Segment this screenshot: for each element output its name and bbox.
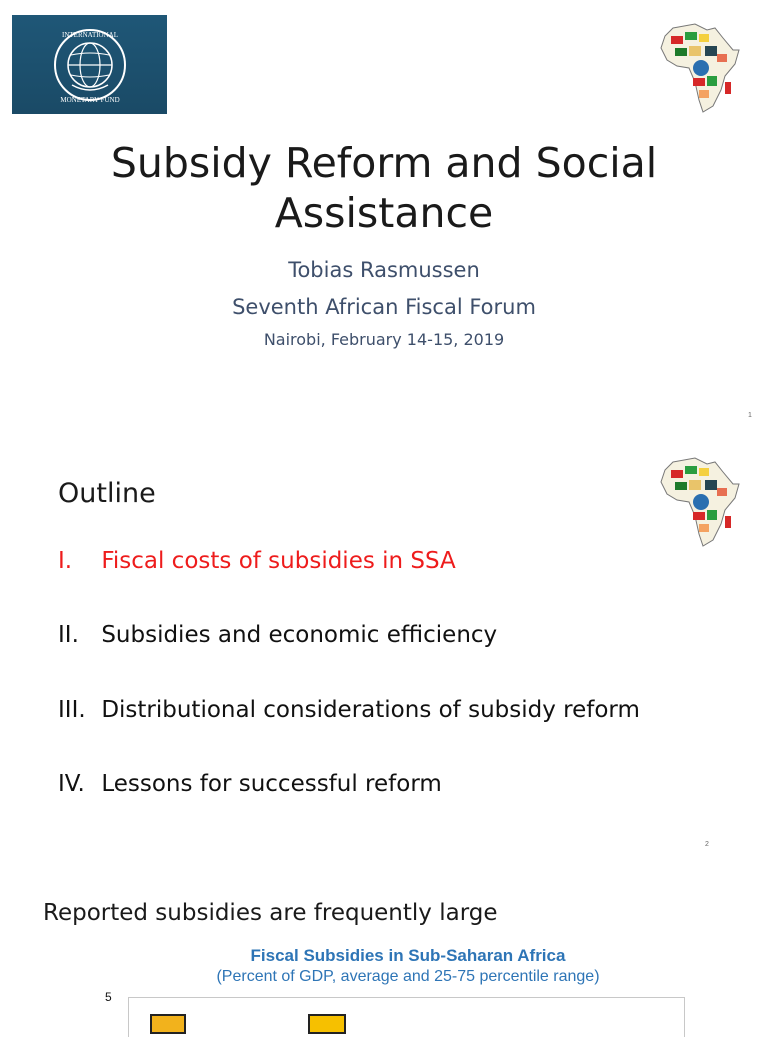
place-date: Nairobi, February 14-15, 2019: [263, 330, 505, 349]
slide-title: [0, 138, 768, 238]
outline-item-text: Distributional considerations of subsidy reform: [101, 697, 640, 723]
chart-title: Fiscal Subsidies in Sub-Saharan Africa: [250, 946, 566, 965]
y-tick-label: 5: [105, 990, 112, 1004]
slide-heading: Reported subsidies are frequently large: [43, 900, 498, 926]
title-line-1: Subsidy Reform and Social: [110, 139, 658, 187]
outline-item-1: [58, 548, 456, 574]
outline-item-4: [58, 771, 442, 797]
outline-item-number: III.: [58, 697, 86, 723]
page-number-2: 2: [705, 841, 709, 848]
imf-seal-icon: [50, 25, 130, 105]
outline-title: Outline: [58, 478, 156, 509]
chart-plot-area: [128, 997, 685, 1037]
outline-item-3: [58, 697, 640, 723]
chart-bar: [150, 1014, 186, 1034]
author: Tobias Rasmussen: [288, 258, 480, 282]
outline-item-2: [58, 622, 497, 648]
outline-item-number: II.: [58, 622, 79, 648]
africa-flags-map-icon: [655, 20, 741, 116]
logo-text-bottom: MONETARY FUND: [59, 95, 120, 104]
logo-text-top: INTERNATIONAL: [61, 30, 118, 39]
imf-logo: [12, 15, 167, 114]
chart-subtitle: (Percent of GDP, average and 25-75 percentile range): [216, 968, 600, 985]
forum-name: Seventh African Fiscal Forum: [232, 295, 536, 319]
page-number-1: 1: [748, 412, 752, 419]
africa-flags-map-icon: [655, 454, 741, 550]
outline-item-text: Lessons for successful reform: [101, 771, 442, 797]
outline-item-text: Fiscal costs of subsidies in SSA: [101, 548, 456, 574]
outline-item-number: I.: [58, 548, 73, 574]
outline-item-number: IV.: [58, 771, 85, 797]
chart-bar: [308, 1014, 346, 1034]
outline-item-text: Subsidies and economic efficiency: [101, 622, 498, 648]
title-line-2: Assistance: [274, 189, 494, 237]
